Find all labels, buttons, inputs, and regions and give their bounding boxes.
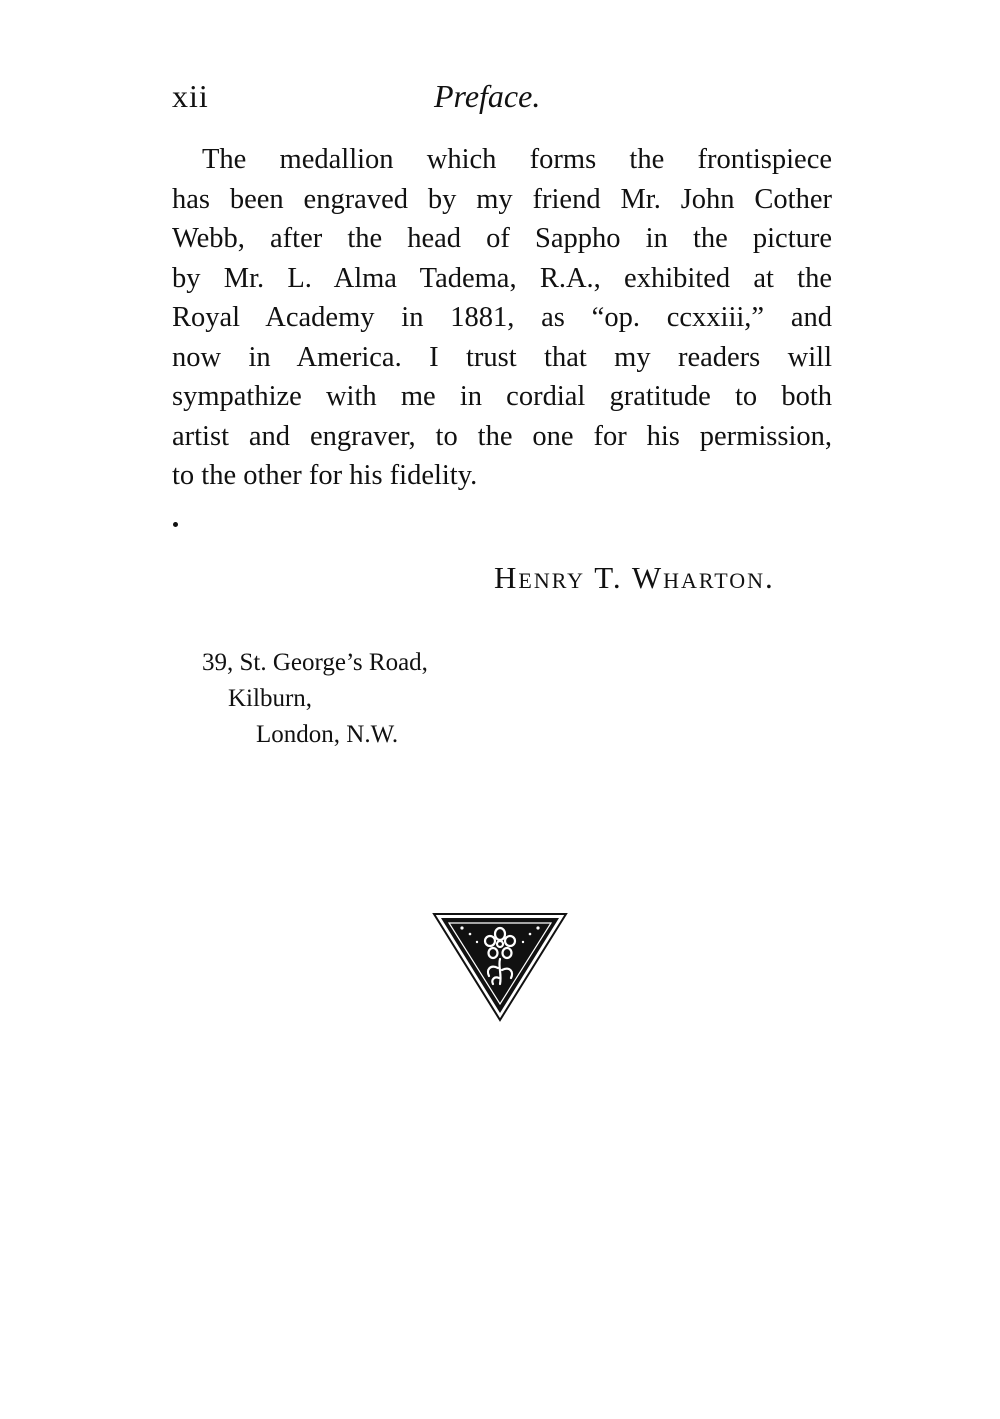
paragraph-line: artist and engraver, to the one for his permission,: [172, 420, 832, 452]
address-line: Kilburn,: [228, 685, 313, 712]
paragraph-line: to the other for his fidelity.: [172, 460, 478, 491]
paragraph-line: The medallion which forms the frontispiece: [202, 144, 832, 175]
triangular-flower-ornament-icon: [432, 912, 568, 1022]
stray-ink-mark: [173, 522, 178, 527]
paragraph-line: Royal Academy in 1881, as “op. ccxxiii,” and: [172, 302, 832, 333]
running-head: [172, 78, 832, 122]
author-signature: Henry T. Wharton.: [494, 560, 775, 595]
paragraph-line: has been engraved by my friend Mr. John Cother: [172, 183, 832, 215]
page-number: xii: [172, 78, 209, 114]
paragraph-line: now in America. I trust that my readers will: [172, 341, 832, 373]
author-address: [202, 645, 428, 753]
address-line: London, N.W.: [256, 721, 399, 748]
paragraph-line: by Mr. L. Alma Tadema, R.A., exhibited at the: [172, 262, 832, 294]
running-title: Preface.: [434, 78, 541, 114]
address-line: 39, St. George’s Road,: [202, 649, 428, 676]
preface-paragraph: [172, 140, 832, 496]
paragraph-line: sympathize with me in cordial gratitude to both: [172, 381, 832, 412]
paragraph-line: Webb, after the head of Sappho in the picture: [172, 223, 832, 254]
